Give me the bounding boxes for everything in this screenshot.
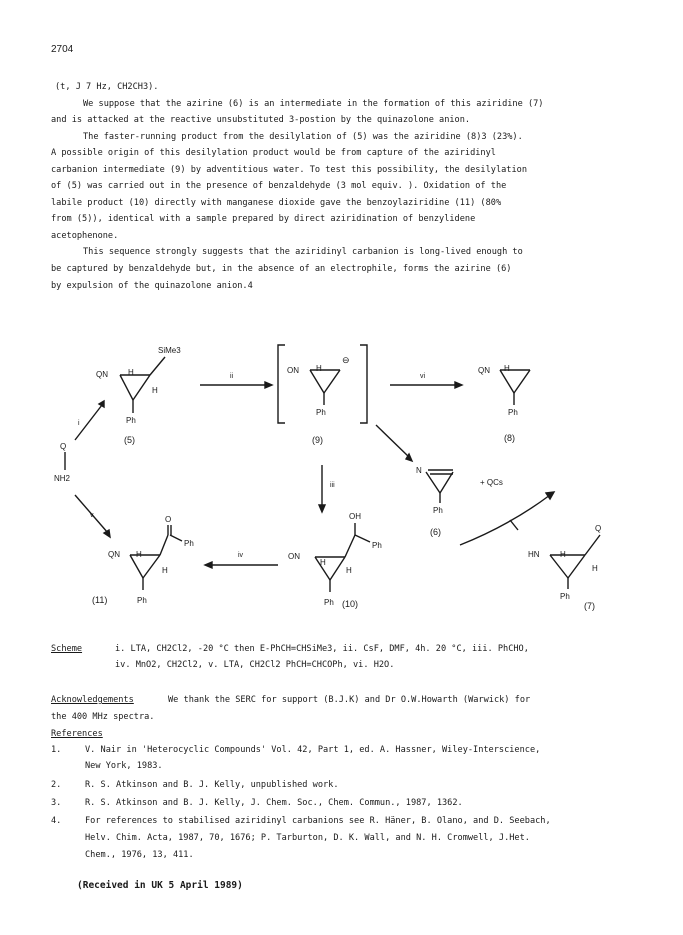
scheme-caption-line2: iv. MnO2, CH2Cl2, v. LTA, CH2Cl2 PhCH=CHCOPh, vi. H2O. [115, 660, 395, 670]
arrow-head [104, 530, 110, 537]
step-ii: ii [230, 373, 234, 380]
acknowledgements-label: Acknowledgements [51, 695, 134, 705]
acknowledgements-text-2: the 400 MHz spectra. [51, 712, 155, 722]
atom-o: O [165, 515, 172, 524]
atom-hn: HN [528, 550, 540, 559]
scheme-bond [440, 472, 453, 493]
scheme-bond [120, 375, 133, 400]
scheme-bond [355, 535, 370, 542]
body-line-4: The faster-running product from the desilylation of (5) was the aziridine (8)3 (23%). [83, 132, 523, 142]
atom-sime3: SiMe3 [158, 346, 181, 355]
reference-item [51, 778, 651, 792]
arrow-head [265, 382, 272, 388]
scheme-label: Scheme [51, 644, 83, 654]
step-vi: vi [420, 373, 426, 380]
atom-h: H [320, 558, 326, 567]
step-v: v [90, 512, 94, 519]
atom-h: H [152, 386, 158, 395]
atom-ph: Ph [508, 408, 518, 417]
atom-q: Q [595, 524, 602, 533]
atom-h: H [162, 566, 168, 575]
scheme-bond [143, 555, 160, 578]
body-line-2: We suppose that the azirine (6) is an intermediate in the formation of this aziridine (7) [83, 99, 544, 109]
reference-number: 3. [51, 798, 62, 808]
body-line-9: from (5)), identical with a sample prepared by direct aziridination of benzylidene [51, 214, 476, 224]
step-i: i [78, 420, 80, 427]
compound-label-5: (5) [124, 435, 135, 445]
arrow-head [99, 401, 104, 407]
arrow-head [319, 505, 325, 512]
body-line-5: A possible origin of this desilylation product would be from capture of the aziridinyl [51, 148, 496, 158]
reference-text: Helv. Chim. Acta, 1987, 70, 1676; P. Tarburton, D. K. Wall, and N. H. Cromwell, J.Het. [85, 833, 530, 843]
scheme-bond [500, 370, 514, 393]
reference-number: 2. [51, 780, 62, 790]
atom-ph: Ph [324, 598, 334, 607]
reference-item [51, 796, 651, 810]
atom-on: ON [287, 366, 299, 375]
atom-nh2: NH2 [54, 474, 71, 483]
scheme-bond [170, 535, 182, 541]
scheme-bond [510, 520, 518, 530]
compound-label-9: (9) [312, 435, 323, 445]
atom-ph: Ph [137, 596, 147, 605]
atom-h: H [560, 550, 566, 559]
body-line-12: be captured by benzaldehyde but, in the absence of an electrophile, forms the azirine (6) [51, 264, 512, 274]
compound-label-7: (7) [584, 601, 595, 611]
scheme-bond [160, 535, 168, 555]
body-line-6: carbanion intermediate (9) by adventitious water. To test this possibility, the desilylation [51, 165, 527, 175]
bracket-left [278, 345, 285, 423]
atom-ph: Ph [126, 416, 136, 425]
atom-h: H [128, 368, 134, 377]
atom-ph: Ph [184, 539, 194, 548]
scheme-bond [324, 370, 340, 393]
reference-item [51, 743, 651, 773]
received-date: (Received in UK 5 April 1989) [77, 880, 243, 891]
atom-qn: QN [96, 370, 108, 379]
body-line-7: of (5) was carried out in the presence of benzaldehyde (3 mol equiv. ). Oxidation of the [51, 181, 507, 191]
reference-number: 4. [51, 816, 62, 826]
reference-number: 1. [51, 745, 62, 755]
step-iv: iv [238, 552, 244, 559]
body-line-3: and is attacked at the reactive unsubstituted 3-postion by the quinazolone anion. [51, 115, 471, 125]
scheme-bond [514, 370, 530, 393]
atom-ph: Ph [316, 408, 326, 417]
references-heading: References [51, 729, 103, 739]
compound-label-10: (10) [342, 599, 359, 609]
reference-text: V. Nair in 'Heterocyclic Compounds' Vol. 42, Part 1, ed. A. Hassner, Wiley-Interscience, [85, 745, 541, 755]
scheme-bond [568, 555, 585, 578]
arrow-head [205, 562, 212, 568]
atom-q: Q [60, 442, 67, 451]
scheme-bond [330, 557, 345, 580]
atom-h: H [316, 364, 322, 373]
arrow-head [455, 382, 462, 388]
atom-on: ON [288, 552, 300, 561]
arrow-to-6 [376, 425, 410, 458]
scheme-bond [345, 535, 355, 557]
reference-text: New York, 1983. [85, 761, 163, 771]
atom-h: H [592, 564, 598, 573]
reference-text: R. S. Atkinson and B. J. Kelly, J. Chem. Soc., Chem. Commun., 1987, 1362. [85, 798, 463, 808]
atom-qn: QN [108, 550, 120, 559]
bracket-right [360, 345, 367, 423]
compound-label-8: (8) [504, 433, 515, 443]
step-iii: iii [330, 482, 335, 489]
atom-ph: Ph [372, 541, 382, 550]
scheme-bond [133, 375, 150, 400]
scheme-bond [150, 357, 165, 375]
reference-text: R. S. Atkinson and B. J. Kelly, unpublished work. [85, 780, 339, 790]
arrow-head [546, 492, 554, 499]
reference-text: Chem., 1976, 13, 411. [85, 850, 194, 860]
page-number: 2704 [51, 44, 74, 55]
body-line-8: labile product (10) directly with manganese dioxide gave the benzoylaziridine (11) (80% [51, 198, 502, 208]
compound-label-6: (6) [430, 527, 441, 537]
atom-qn: QN [478, 366, 490, 375]
body-line-10: acetophenone. [51, 231, 119, 241]
atom-ph: Ph [433, 506, 443, 515]
reference-item [51, 814, 651, 864]
scheme-caption-line1: i. LTA, CH2Cl2, -20 °C then E-PhCH=CHSiMe3, ii. CsF, DMF, 4h. 20 °C, iii. PhCHO, [115, 644, 529, 654]
reagent-qcs: + QCs [480, 478, 503, 487]
atom-oh: OH [349, 512, 361, 521]
atom-ph: Ph [560, 592, 570, 601]
atom-n: N [416, 466, 422, 475]
reaction-scheme [40, 335, 640, 625]
scheme-bond [426, 472, 440, 493]
body-line-13: by expulsion of the quinazolone anion.4 [51, 281, 253, 291]
atom-h: H [136, 550, 142, 559]
compound-label-11: (11) [92, 595, 108, 605]
atom-h: H [346, 566, 352, 575]
body-line-11: This sequence strongly suggests that the aziridinyl carbanion is long-lived enough to [83, 247, 523, 257]
carbanion-charge: ⊖ [342, 355, 350, 365]
reference-text: For references to stabilised aziridinyl carbanions see R. Häner, B. Olano, and D. Seebach, [85, 816, 551, 826]
scheme-bond [585, 535, 600, 555]
scheme-bond [310, 370, 324, 393]
acknowledgements-text: We thank the SERC for support (B.J.K) and Dr O.W.Howarth (Warwick) for [168, 695, 531, 705]
atom-h: H [504, 364, 510, 373]
body-line-1: (t, J 7 Hz, CH2CH3). [55, 82, 159, 92]
arrow-to-7 [460, 495, 550, 545]
